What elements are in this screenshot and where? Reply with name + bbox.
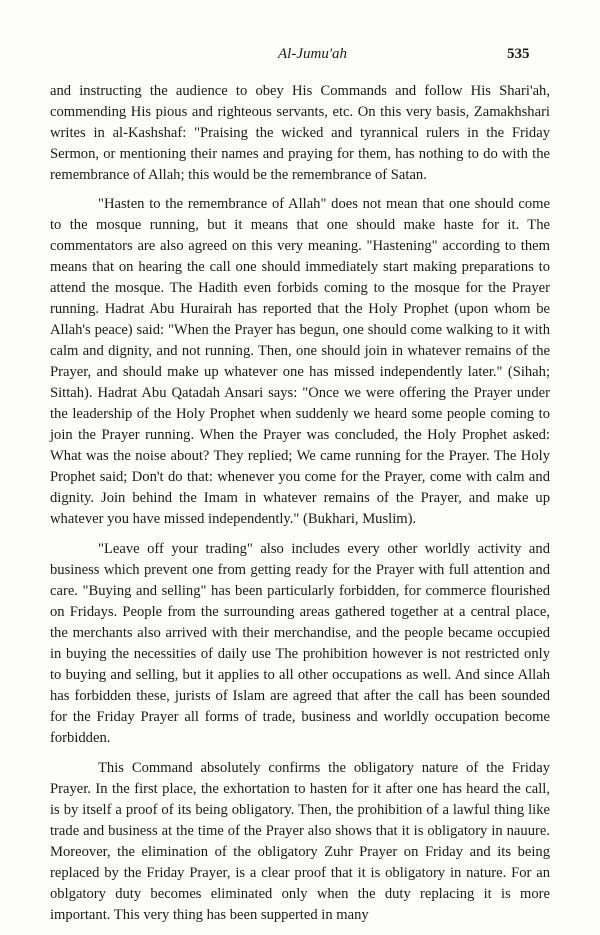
paragraph-2: "Hasten to the remembrance of Allah" does not mean that one should come to the mosque running, but it means that one should make haste for it. The commentators are also agreed on this very meaning. "Hastening" according to them means that on hearing the call one should immediately start making preparations to attend the mosque. The Hadith even forbids coming to the mosque for the Prayer running. Hadrat Abu Hurairah has reported that the Holy Prophet (upon whom be Allah's peace) said: "When the Prayer has begun, one should come walking to it with calm and dignity, and not running. Then, one should join in whatever remains of the Prayer, and should make up whatever one has missed independently later." (Sihah; Sittah). Hadrat Abu Qatadah Ansari says: "Once we were offering the Prayer under the leadership of the Holy Prophet when suddenly we heard some people coming to join the Prayer running. When the Prayer was concluded, the Holy Prophet asked: What was the noise about? They replied; We came running for the Prayer. The Holy Prophet said; Don't do that: whenever you come for the Prayer, come with calm and dignity. Join behind the Imam in whatever remains of the Prayer, and make up whatever you have missed independently." (Bukhari, Muslim).	[50, 196, 550, 527]
page-header	[0, 46, 600, 70]
body-text	[50, 81, 550, 935]
paragraph-4: This Command absolutely confirms the obligatory nature of the Friday Prayer. In the first place, the exhortation to hasten for it after one has heard the call, is by itself a proof of its being obligatory. Then, the prohibition of a lawful thing like trade and business at the time of the Prayer also shows that it is obligatory in nauure. Moreover, the elimination of the obligatory Zuhr Prayer on Friday and its being replaced by the Friday Prayer, is a clear proof that it is obligatory in nature. For an oblgatory duty becomes eliminated only when the duty replacing it is more important. This very thing has been supperted in many	[50, 760, 550, 923]
page-number: 535	[507, 46, 530, 62]
running-title: Al-Jumu'ah	[278, 46, 348, 62]
paragraph-1: and instructing the audience to obey His Commands and follow His Shari'ah, commending His pious and righteous servants, etc. On this very basis, Zamakhshari writes in al-Kashshaf: "Praising the wicked and tyrannical rulers in the Friday Sermon, or mentioning their names and praying for them, has nothing to do with the remembrance of Allah; this would be the remembrance of Satan.	[50, 83, 550, 183]
paragraph-3: "Leave off your trading" also includes every other worldly activity and business which prevent one from getting ready for the Prayer with full attention and care. "Buying and selling" has been particularly forbidden, for commerce flourished on Fridays. People from the surrounding areas gathered together at a central place, the merchants also arrived with their merchandise, and the people became occupied in buying the necessities of daily use The prohibition however is not restricted only to buying and selling, but it applies to all other occupations as well. And since Allah has forbidden these, jurists of Islam are agreed that after the call has been sounded for the Friday Prayer all forms of trade, business and worldly occupation become forbidden.	[50, 541, 550, 746]
